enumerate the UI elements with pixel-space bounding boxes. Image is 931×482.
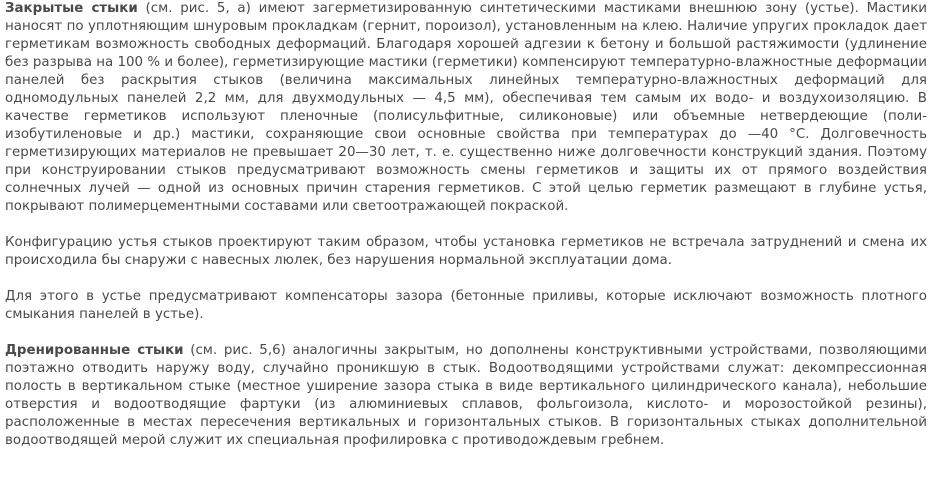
paragraph-closed-joints — [5, 0, 927, 216]
paragraph-spacer — [5, 270, 927, 288]
paragraph-text: Для этого в устье предусматривают компенсаторы зазора (бетонные приливы, которые исключают возможность плотного смыкания панелей в устье). — [5, 289, 927, 322]
paragraph-text: Конфигурацию устья стыков проектируют таким образом, чтобы установка герметиков не встречала затруднений и смена их происходила бы снаружи с навесных люлек, без нарушения нормальной эксплуатации дома. — [5, 235, 927, 268]
paragraph-gap-compensators — [5, 288, 927, 324]
term-closed-joints: Закрытые стыки — [5, 1, 138, 16]
paragraph-mouth-configuration — [5, 234, 927, 270]
paragraph-drained-joints — [5, 342, 927, 450]
paragraph-spacer — [5, 324, 927, 342]
paragraph-text: (см. рис. 5, а) имеют загерметизированную синтетическими мастиками внешнюю зону (устье). Мастики наносят по уплотняющим шнуровым прокладкам (гернит, пороизол), установленным на клею. Наличие упругих прокладок дает герметикам возможность свободных деформаций. Благодаря хорошей адгезии к бетону и большой растяжимости (удлинение без разрыва на 100 % и более), герметизирующие мастики (герметики) компенсируют температурно-влажностные деформации панелей без раскрытия стыков (величина максимальных линейных температурно-влажностных деформаций для одномодульных панелей 2,2 мм, для двухмодульных — 4,5 мм), обеспечивая тем самым их водо- и воздухоизоляцию. В качестве герметиков используют пленочные (полисульфитные, силиконовые) или объемные нетвердеющие (поли-изобутиленовые и др.) мастики, сохраняющие свои основные свойства при температурах до —40 °С. Долговечность герметизирующих материалов не превышает 20—30 лет, т. е. существенно ниже долговечности конструкций здания. Поэтому при конструировании стыков предусматривают возможность смены герметиков и защиты их от прямого воздействия солнечных лучей — одной из основных причин старения герметиков. С этой целью герметик размещают в глубине устья, покрывают полимерцементными составами или светоотражающей покраской. — [5, 1, 928, 214]
term-drained-joints: Дренированные стыки — [5, 343, 184, 358]
paragraph-spacer — [5, 216, 927, 234]
paragraph-text: (см. рис. 5,6) аналогичны закрытым, но дополнены конструктивными устройствами, позволяющими поэтажно отводить наружу воду, случайно проникшую в стык. Водоотводящими устройствами служат: декомпрессионная полость в вертикальном стыке (местное уширение зазора стыка в виде вертикального цилиндрического канала), небольшие отверстия и водоотводящие фартуки (из алюминиевых сплавов, фольгоизола, кислото- и морозостойкой резины), расположенные в местах пересечения вертикальных и горизонтальных стыков. В горизонтальных стыках дополнительной водоотводящей мерой служит их специальная профилировка с противодождевым гребнем. — [5, 343, 927, 448]
